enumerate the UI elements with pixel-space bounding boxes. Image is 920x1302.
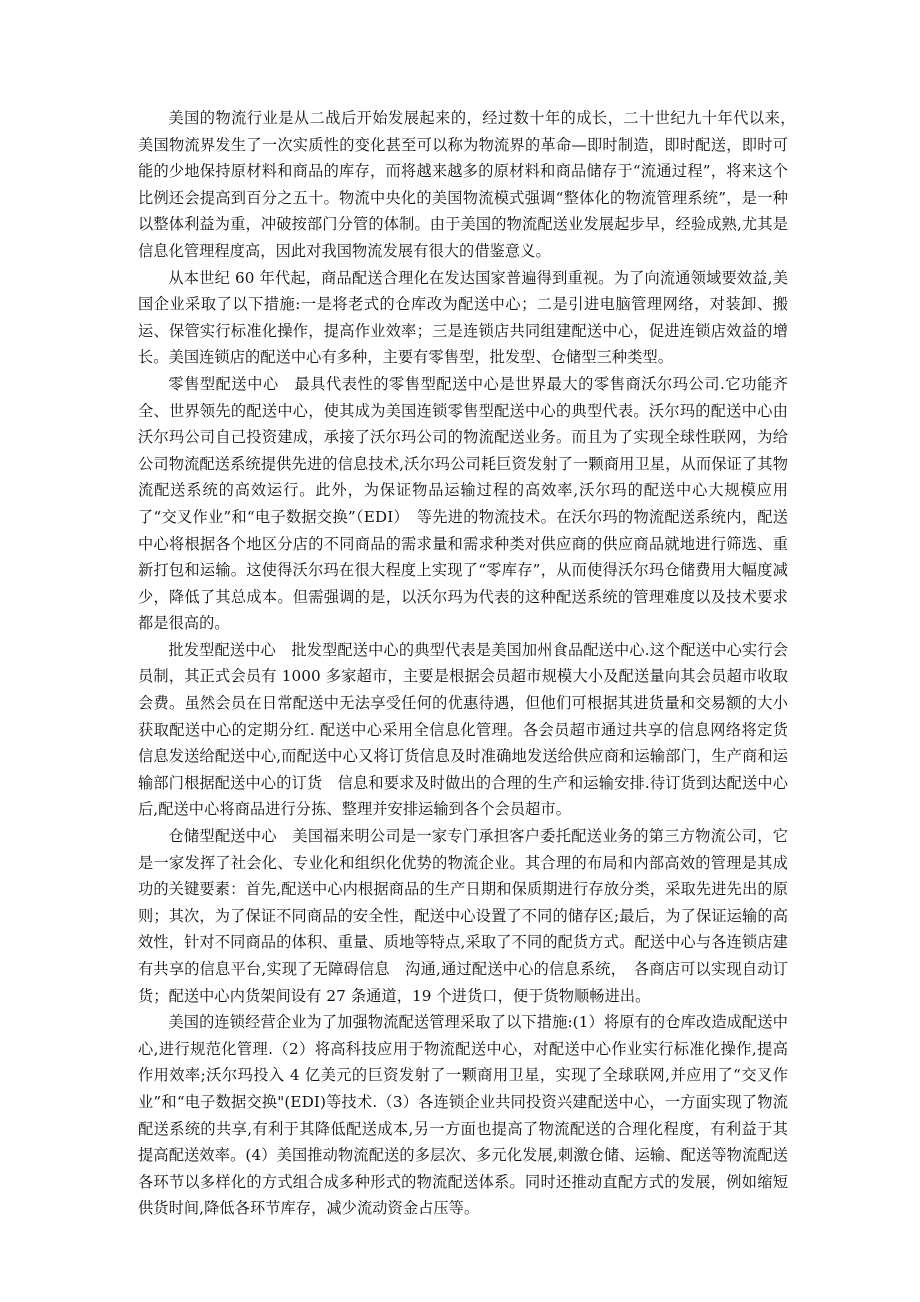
document-body bbox=[138, 105, 804, 1222]
paragraph-chain-store-measures: 美国的连锁经营企业为了加强物流配送管理采取了以下措施:(1）将原有的仓库改造成配送中心,进行规范化管理.（2）将高科技应用于物流配送中心，对配送中心作业实行标准化操作,提高作用效率;沃尔玛投入 4 亿美元的巨资发射了一颗商用卫星，实现了全球联网,并应用了“交叉作业”和“电子数据交换"(EDI)等技术.（3）各连锁企业共同投资兴建配送中心，一方面实现了物流配送系统的共享,有利于其降低配送成本,另一方面也提高了物流配送的合理化程度，有利益于其提高配送效率。(4）美国推动物流配送的多层次、多元化发展,刺激仓储、运输、配送等物流配送各环节以多样化的方式组合成多种形式的物流配送体系。同时还推动直配方式的发展，例如缩短供货时间,降低各环节库存，减少流动资金占压等。 bbox=[138, 1013, 788, 1218]
paragraph-wholesale-distribution-center: 批发型配送中心 批发型配送中心的典型代表是美国加州食品配送中心.这个配送中心实行会员制，其正式会员有 1000 多家超市，主要是根据会员超市规模大小及配送量向其会员超市收取会费。虽然会员在日常配送中无法享受任何的优惠待遇，但他们可根据其进货量和交易额的大小获取配送中心的定期分红. 配送中心采用全信息化管理。各会员超市通过共享的信息网络将定货信息发送给配送中心,而配送中心又将订货信息及时准确地发送给供应商和运输部门，生产商和运输部门根据配送中心的订货 信息和要求及时做出的合理的生产和运输安排.待订货到达配送中心后,配送中心将商品进行分拣、整理并安排运输到各个会员超市。 bbox=[138, 640, 788, 819]
paragraph-retail-distribution-center: 零售型配送中心 最具代表性的零售型配送中心是世界最大的零售商沃尔玛公司.它功能齐全、世界领先的配送中心，使其成为美国连锁零售型配送中心的典型代表。沃尔玛的配送中心由沃尔玛公司自己投资建成，承接了沃尔玛公司的物流配送业务。而且为了实现全球性联网，为给公司物流配送系统提供先进的信息技术,沃尔玛公司耗巨资发射了一颗商用卫星，从而保证了其物流配送系统的高效运行。此外，为保证物品运输过程的高效率,沃尔玛的配送中心大规模应用了“交叉作业”和“电子数据交换”（EDI） 等先进的物流技术。在沃尔玛的物流配送系统内，配送中心将根据各个地区分店的不同商品的需求量和需求种类对供应商的供应商品就地进行筛选、重新打包和运输。这使得沃尔玛在很大程度上实现了“零库存”，从而使得沃尔玛仓储费用大幅度减少，降低了其总成本。但需强调的是，以沃尔玛为代表的这种配送系统的管理难度以及技术要求都是很高的。 bbox=[138, 374, 788, 633]
paragraph-distribution-measures: 从本世纪 60 年代起，商品配送合理化在发达国家普遍得到重视。为了向流通领域要效益,美国企业采取了以下措施:一是将老式的仓库改为配送中心；二是引进电脑管理网络，对装卸、搬运、保管实行标准化操作，提高作业效率；三是连锁店共同组建配送中心，促进连锁店效益的增长。美国连锁店的配送中心有多种，主要有零售型，批发型、仓储型三种类型。 bbox=[138, 268, 788, 367]
paragraph-us-logistics-overview: 美国的物流行业是从二战后开始发展起来的，经过数十年的成长，二十世纪九十年代以来， 美国物流界发生了一次实质性的变化甚至可以称为物流界的革命—即时制造，即时配送，即时可能的少地保持原材料和商品的库存，而将越来越多的原材料和商品储存于“流通过程”，将来这个比例还会提高到百分之五十。物流中央化的美国物流模式强调“整体化的物流管理系统”，是一种以整体利益为重，冲破按部门分管的体制。由于美国的物流配送业发展起步早，经验成熟,尤其是信息化管理程度高，因此对我国物流发展有很大的借鉴意义。 bbox=[138, 109, 804, 260]
paragraph-warehouse-distribution-center: 仓储型配送中心 美国福来明公司是一家专门承担客户委托配送业务的第三方物流公司，它是一家发挥了社会化、专业化和组织化优势的物流企业。其合理的布局和内部高效的管理是其成功的关键要素：首先,配送中心内根据商品的生产日期和保质期进行存放分类，采取先进先出的原则；其次，为了保证不同商品的安全性，配送中心设置了不同的储存区;最后，为了保证运输的高效性，针对不同商品的体积、重量、质地等特点,采取了不同的配货方式。配送中心与各连锁店建有共享的信息平台,实现了无障碍信息 沟通,通过配送中心的信息系统， 各商店可以实现自动订货；配送中心内货架间设有 27 条通道，19 个进货口，便于货物顺畅进出。 bbox=[138, 827, 788, 1005]
